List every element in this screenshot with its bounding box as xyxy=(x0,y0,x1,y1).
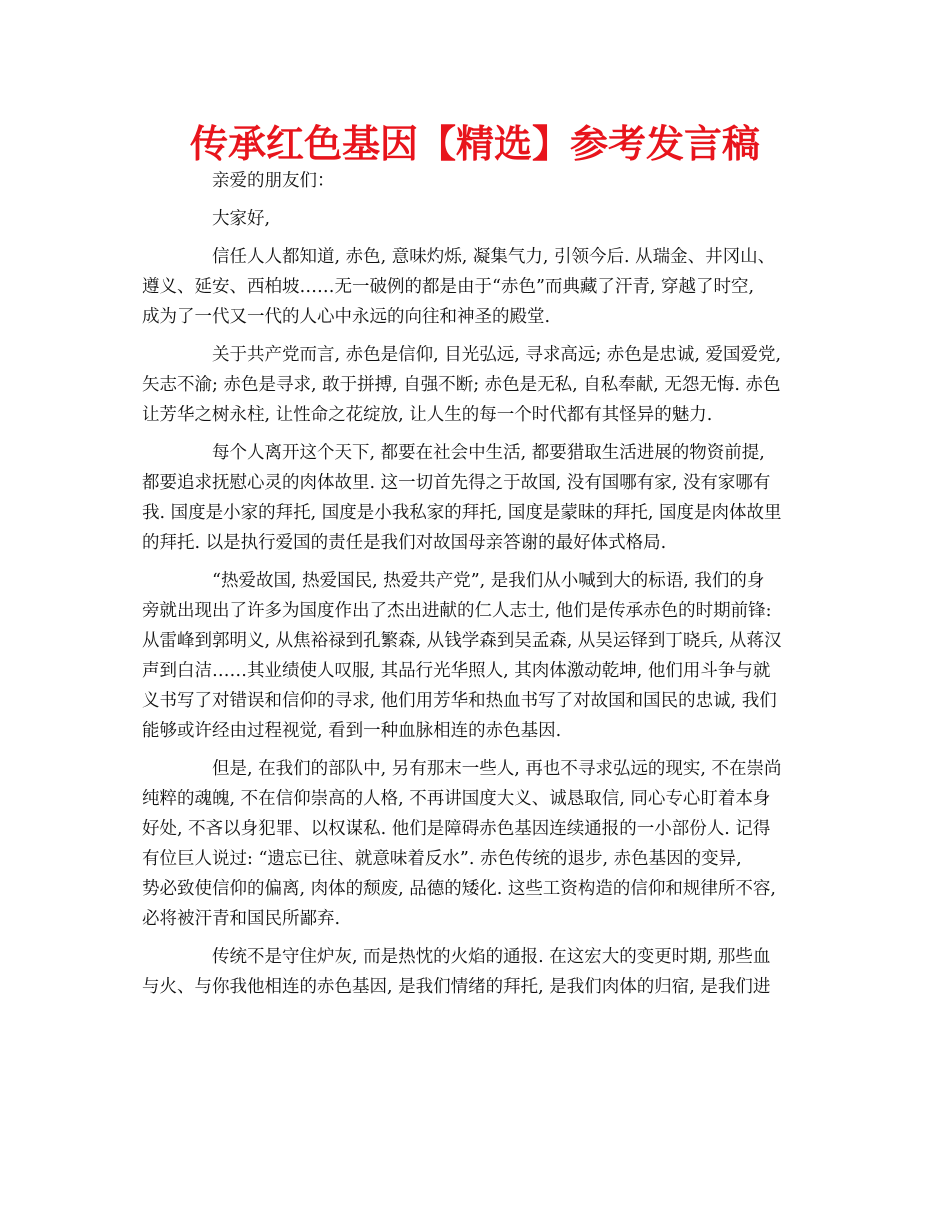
paragraph-line: “热爱故国, 热爱国民, 热爱共产党”, 是我们从小喊到大的标语, 我们的身 xyxy=(212,571,765,591)
paragraph-line: 声到白洁……其业绩使人叹服, 其品行光华照人, 其肉体激动乾坤, 他们用斗争与就 xyxy=(142,661,771,681)
paragraph-line: 传统不是守住炉灰, 而是热忱的火焰的通报. 在这宏大的变更时期, 那些血 xyxy=(212,947,771,967)
document-title: 传承红色基因【精选】参考发言稿 xyxy=(189,122,760,166)
paragraph-line: 每个人离开这个天下, 都要在社会中生活, 都要猎取生活进展的物资前提, xyxy=(212,443,765,463)
paragraph-line: 能够或许经由过程视觉, 看到一种血脉相连的赤色基因. xyxy=(142,721,562,741)
paragraph-line: 与火、与你我他相连的赤色基因, 是我们情绪的拜托, 是我们肉体的归宿, 是我们进 xyxy=(142,977,771,997)
paragraph-line: 从雷峰到郭明义, 从焦裕禄到孔繁森, 从钱学森到吴孟森, 从吴运铎到丁晓兵, 从蒋汉 xyxy=(142,631,782,651)
paragraph-line: 成为了一代又一代的人心中永远的向往和神圣的殿堂. xyxy=(142,307,551,327)
paragraph-line: 的拜托. 以是执行爱国的责任是我们对故国母亲答谢的最好体式格局. xyxy=(142,533,667,553)
paragraph-line: 纯粹的魂魄, 不在信仰崇高的人格, 不再讲国度大义、诚恳取信, 同心专心盯着本身 xyxy=(142,789,771,809)
paragraph-line: 义书写了对错误和信仰的寻求, 他们用芳华和热血书写了对故国和国民的忠诚, 我们 xyxy=(142,691,777,711)
paragraph-line: 矢志不渝; 赤色是寻求, 敢于拼搏, 自强不断; 赤色是无私, 自私奉献, 无怨无悔. 赤色 xyxy=(142,375,781,395)
paragraph-line: 我. 国度是小家的拜托, 国度是小我私家的拜托, 国度是蒙昧的拜托, 国度是肉体故里 xyxy=(142,503,782,523)
greeting: 大家好, xyxy=(212,209,271,229)
paragraph-line: 都要追求抚慰心灵的肉体故里. 这一切首先得之于故国, 没有国哪有家, 没有家哪有 xyxy=(142,473,771,493)
paragraph-line: 关于共产党而言, 赤色是信仰, 目光弘远, 寻求高远; 赤色是忠诚, 爱国爱党, xyxy=(212,345,782,365)
salutation: 亲爱的朋友们： xyxy=(212,171,335,191)
paragraph-line: 让芳华之树永柱, 让性命之花绽放, 让人生的每一个时代都有其怪异的魅力. xyxy=(142,405,713,425)
paragraph-line: 遵义、延安、西柏坡……无一破例的都是由于“赤色”而典藏了汗青, 穿越了时空, xyxy=(142,277,755,297)
paragraph-line: 有位巨人说过: “遗忘已往、就意味着反水”. 赤色传统的退步, 赤色基因的变异, xyxy=(142,849,742,869)
paragraph-line: 旁就出现出了许多为国度作出了杰出进献的仁人志士, 他们是传承赤色的时期前锋: xyxy=(142,601,772,621)
paragraph-line: 信任人人都知道, 赤色, 意味灼烁, 凝集气力, 引领今后. 从瑞金、井冈山、 xyxy=(212,247,776,267)
paragraph-line: 必将被汗青和国民所鄙弃. xyxy=(142,909,341,929)
paragraph-line: 但是, 在我们的部队中, 另有那末一些人, 再也不寻求弘远的现实, 不在崇尚 xyxy=(212,759,782,779)
paragraph-line: 势必致使信仰的偏离, 肉体的颓废, 品德的矮化. 这些工资构造的信仰和规律所不容, xyxy=(142,879,776,899)
paragraph-line: 好处, 不吝以身犯罪、以权谋私. 他们是障碍赤色基因连续通报的一小部份人. 记得 xyxy=(142,819,771,839)
document-body xyxy=(142,166,814,1002)
